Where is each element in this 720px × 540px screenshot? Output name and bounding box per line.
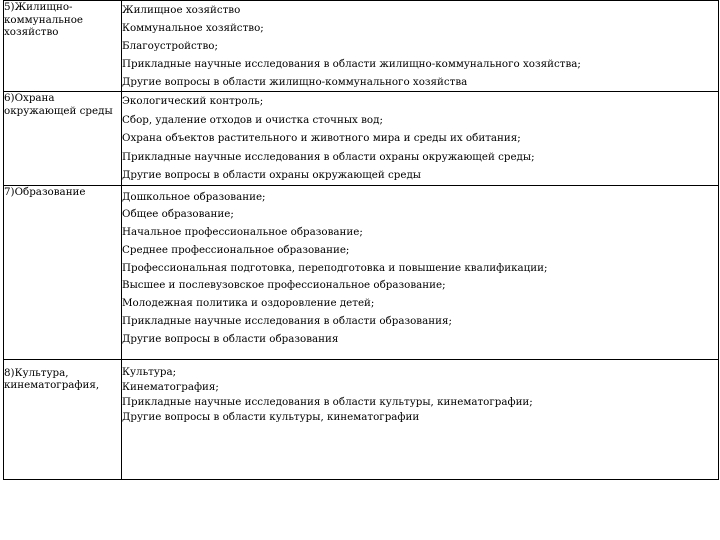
list-item: Охрана объектов растительного и животного мира и среды их обитания;: [122, 132, 521, 144]
list-item: Культура;: [122, 365, 177, 378]
list-item: Другие вопросы в области образования: [122, 332, 339, 345]
list-item: Прикладные научные исследования в области жилищно-коммунального хозяйства;: [122, 58, 581, 70]
list-item: Среднее профессиональное образование;: [122, 243, 350, 256]
section-items: [122, 1, 719, 92]
list-item: Высшее и послевузовское профессиональное образование;: [122, 279, 446, 292]
budget-sections-table: [3, 0, 719, 480]
list-item: Прикладные научные исследования в области образования;: [122, 315, 452, 328]
table-row: [4, 1, 719, 92]
list-item: Коммунальное хозяйство;: [122, 22, 264, 34]
list-item: Общее образование;: [122, 208, 234, 221]
list-item: Дошкольное образование;: [122, 190, 266, 203]
list-item: Кинематография;: [122, 380, 219, 393]
list-item: Сбор, удаление отходов и очистка сточных вод;: [122, 113, 383, 126]
section-name: 6)Охрана окружающей среды: [4, 92, 122, 186]
table-row: [4, 92, 719, 186]
list-item: Профессиональная подготовка, переподготовка и повышение квалификации;: [122, 261, 548, 274]
list-item: Начальное профессиональное образование;: [122, 226, 363, 239]
section-items: [122, 185, 719, 359]
list-item: Другие вопросы в области культуры, кинематографии: [122, 410, 420, 423]
list-item: Прикладные научные исследования в области культуры, кинематографии;: [122, 395, 533, 408]
list-item: Жилищное хозяйство: [122, 4, 241, 16]
list-item: Другие вопросы в области жилищно-коммунального хозяйства: [122, 76, 468, 88]
table-row: [4, 185, 719, 359]
section-items: [122, 359, 719, 479]
section-name: 8)Культура, кинематография,: [4, 359, 122, 479]
list-item: Другие вопросы в области охраны окружающей среды: [122, 169, 421, 181]
table-row: [4, 359, 719, 479]
list-item: Прикладные научные исследования в области охраны окружающей среды;: [122, 150, 535, 163]
section-name: 7)Образование: [4, 185, 122, 359]
list-item: Молодежная политика и оздоровление детей;: [122, 297, 375, 310]
section-name: 5)Жилищно-коммунальное хозяйство: [4, 1, 122, 92]
section-items: [122, 92, 719, 186]
list-item: Экологический контроль;: [122, 95, 264, 107]
list-item: Благоустройство;: [122, 40, 218, 52]
